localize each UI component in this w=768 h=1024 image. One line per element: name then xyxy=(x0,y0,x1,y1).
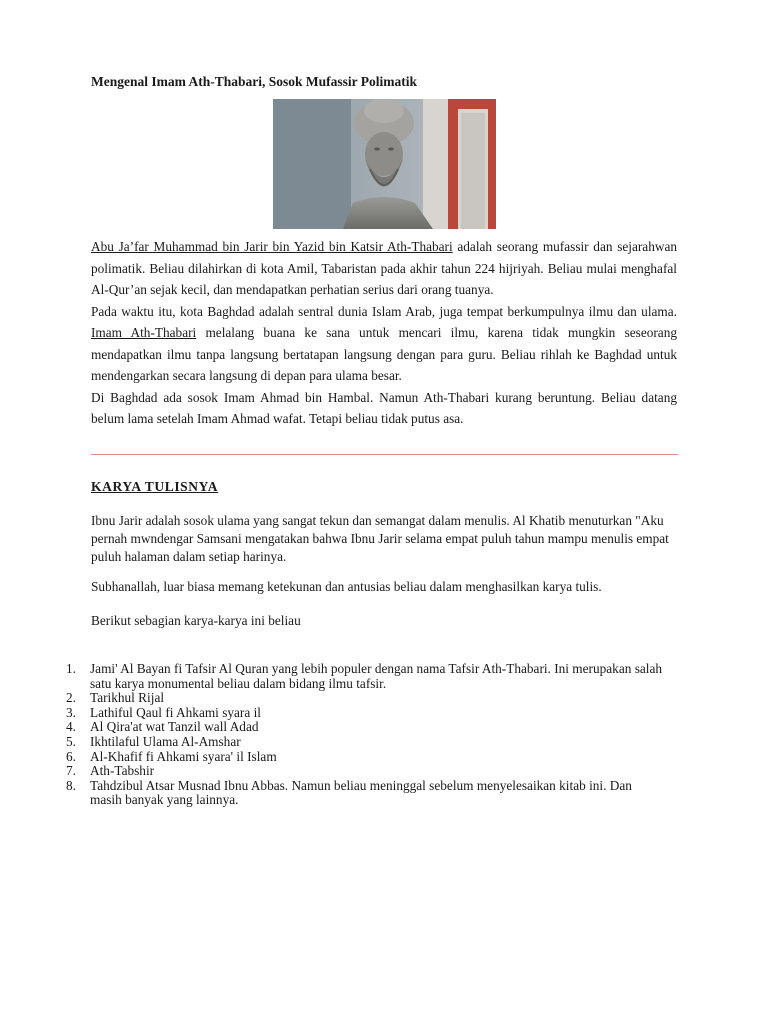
list-item xyxy=(66,691,666,706)
imam-link[interactable]: Imam Ath-Thabari xyxy=(91,325,197,340)
list-number: 4. xyxy=(66,719,76,735)
list-item xyxy=(66,764,666,779)
karya-paragraph-2: Subhanallah, luar biasa memang ketekunan dan antusias beliau dalam menghasilkan karya tulis. xyxy=(91,579,602,594)
list-item xyxy=(66,706,666,721)
list-text: Ath-Tabshir xyxy=(90,763,155,779)
name-link[interactable]: Abu Ja’far Muhammad bin Jarir bin Yazid bin Katsir Ath-Thabari xyxy=(91,239,453,254)
intro-paragraph-2-after: melalang buana ke sana untuk mencari ilmu, karena tidak mungkin seseorang mendapatkan ilmu tanpa langsung bertatapan langsung dengan para guru. Beliau rihlah ke Baghdad untuk mendengarkan secara langsung di depan para ulama besar. xyxy=(91,325,677,383)
list-number: 7. xyxy=(66,763,76,779)
bust-statue-illustration xyxy=(273,99,496,229)
list-item xyxy=(66,779,666,808)
list-text: Jami' Al Bayan fi Tafsir Al Quran yang lebih populer dengan nama Tafsir Ath-Thabari. Ini merupakan salah satu karya monumental beliau dalam bidang ilmu tafsir. xyxy=(90,661,663,691)
list-text: Al Qira'at wat Tanzil wall Adad xyxy=(90,719,259,735)
list-item xyxy=(66,750,666,765)
intro-paragraph-2 xyxy=(91,301,677,387)
list-text: Tahdzibul Atsar Musnad Ibnu Abbas. Namun beliau meninggal sebelum menyelesaikan kitab ini. Dan masih banyak yang lainnya. xyxy=(90,777,632,808)
list-number: 2. xyxy=(66,690,76,706)
intro-text xyxy=(91,236,677,430)
karya-paragraph-1: Ibnu Jarir adalah sosok ulama yang sangat tekun dan semangat dalam menulis. Al Khatib menuturkan "Aku pernah mwndengar Samsani mengatakan bahwa Ibnu Jarir selama empat puluh tahun mampu menulis empat puluh halaman dalam setiap harinya. xyxy=(91,513,669,564)
list-item xyxy=(66,662,666,691)
section-divider xyxy=(91,454,678,455)
list-text: Tarikhul Rijal xyxy=(90,690,165,706)
list-number: 8. xyxy=(66,777,76,793)
portrait-image xyxy=(273,99,496,229)
list-number: 1. xyxy=(66,661,76,676)
intro-paragraph-3: Di Baghdad ada sosok Imam Ahmad bin Hambal. Namun Ath-Thabari kurang beruntung. Beliau datang belum lama setelah Imam Ahmad wafat. Tetapi beliau tidak putus asa. xyxy=(91,389,677,426)
intro-paragraph-2-before: Pada waktu itu, kota Baghdad adalah sentral dunia Islam Arab, juga tempat berkumpulnya ilmu dan ulama. xyxy=(91,303,677,319)
intro-paragraph-1-text: adalah seorang mufassir dan sejarahwan polimatik. Beliau dilahirkan di kota Amil, Tabaristan pada akhir tahun 224 hijriyah. Beliau mulai menghafal Al-Qur’an sejak kecil, dan mendapatkan perhatian serius dari orang tuanya. xyxy=(91,239,678,297)
list-text: Lathiful Qaul fi Ahkami syara il xyxy=(90,704,261,720)
list-item xyxy=(66,720,666,735)
list-item xyxy=(66,735,666,750)
karya-paragraph-3: Berikut sebagian karya-karya ini beliau xyxy=(91,613,301,628)
article-title: Mengenal Imam Ath-Thabari, Sosok Mufassir Polimatik xyxy=(91,74,418,89)
list-number: 5. xyxy=(66,733,76,749)
list-text: Al-Khafif fi Ahkami syara' il Islam xyxy=(90,748,277,764)
works-list xyxy=(66,662,666,808)
list-text: Ikhtilaful Ulama Al-Amshar xyxy=(90,733,241,749)
list-number: 3. xyxy=(66,704,76,720)
section-heading: KARYA TULISNYA xyxy=(91,479,219,494)
intro-paragraph-1 xyxy=(91,236,677,301)
list-number: 6. xyxy=(66,748,76,764)
